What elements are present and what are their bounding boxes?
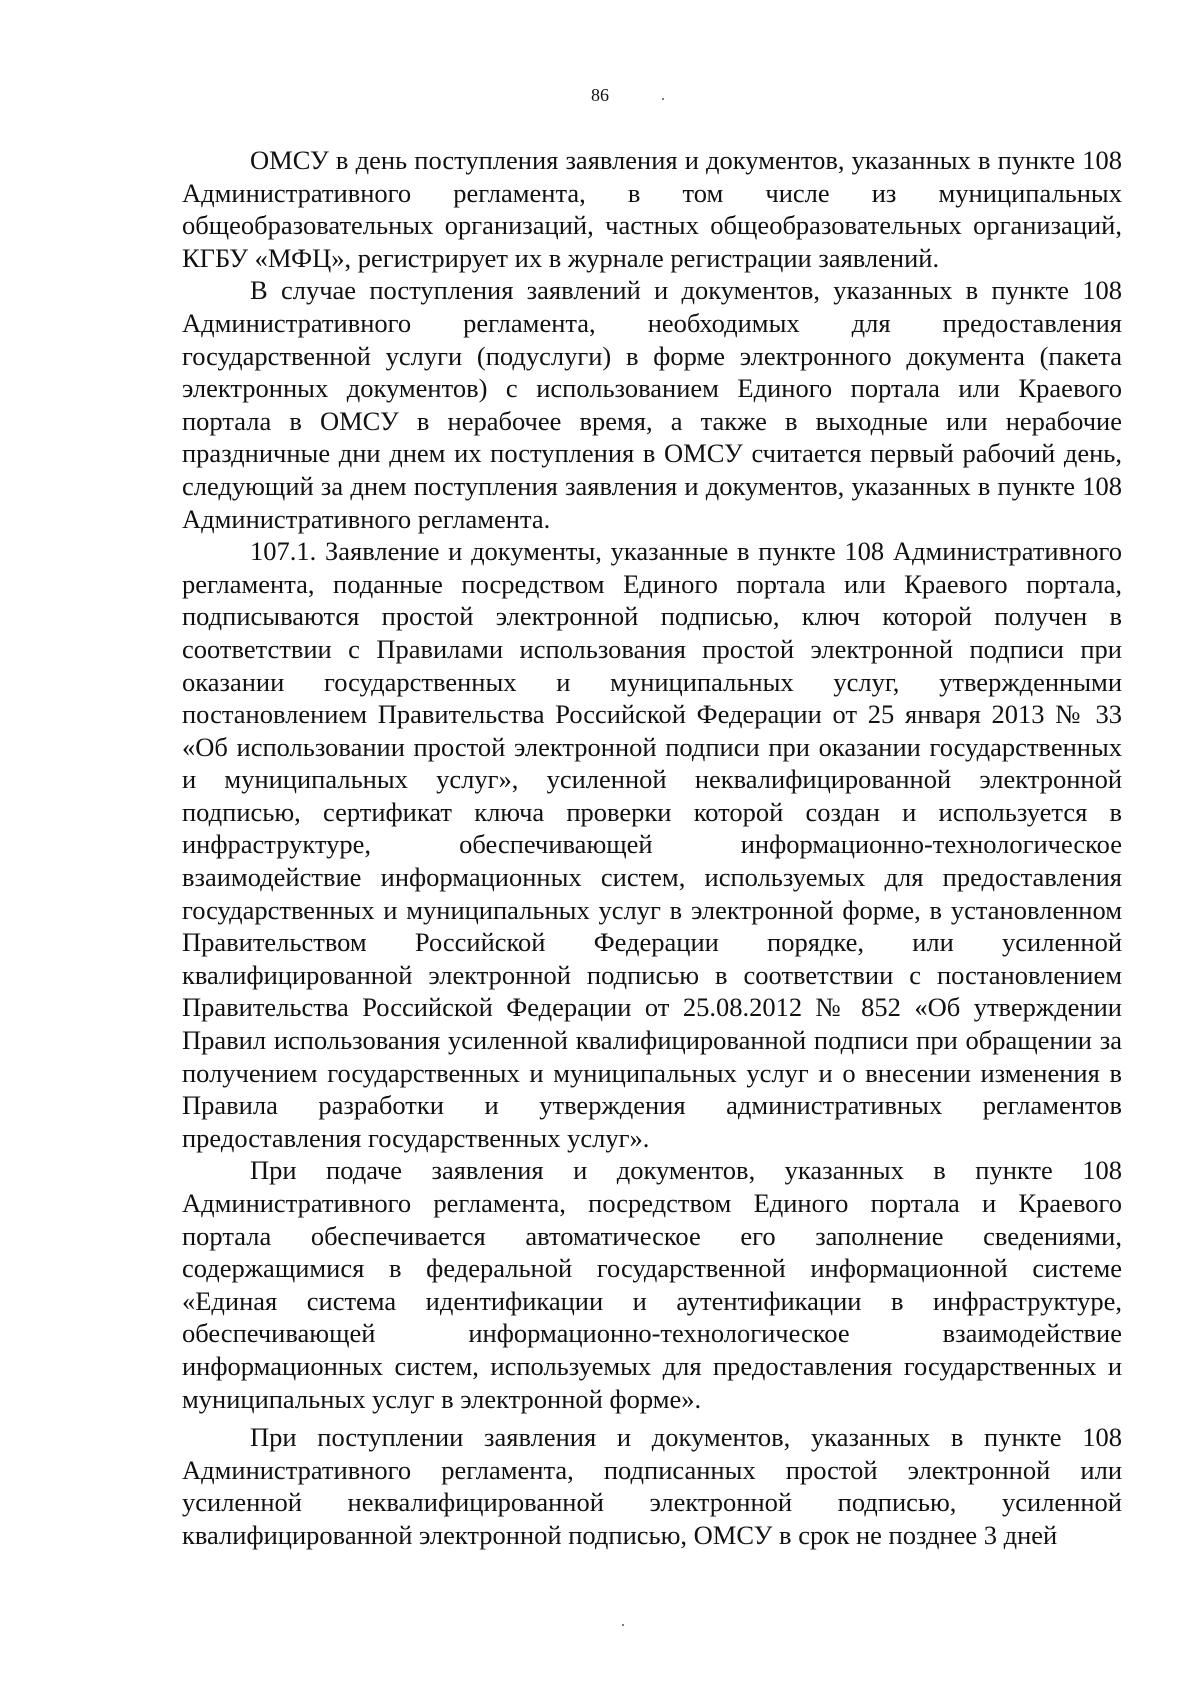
paragraph-5: При поступлении заявления и документов, указанных в пункте 108 Административного регламента, подписанных простой электронной или усиленной неквалифицированной электронной подписью, усиленной квалифицированной электронной подписью, ОМСУ в срок не позднее 3 дней bbox=[182, 1422, 1122, 1550]
paragraph-2: В случае поступления заявлений и документов, указанных в пункте 108 Административного регламента, необходимых для предоставления государственной услуги (подуслуги) в форме электронного документа (пакета электронных документов) с использованием Единого портала или Краевого портала в ОМСУ в нерабочее время, а также в выходные или нерабочие праздничные дни днем их поступления в ОМСУ считается первый рабочий день, следующий за днем поступления заявления и документов, указанных в пункте 108 Административного регламента. bbox=[182, 275, 1122, 534]
paragraph-3: 107.1. Заявление и документы, указанные в пункте 108 Административного регламента, поданные посредством Единого портала или Краевого портала, подписываются простой электронной подписью, ключ которой получен в соответствии с Правилами использования простой электронной подписи при оказании государственных и муниципальных услуг, утвержденными постановлением Правительства Российской Федерации от 25 января 2013 № 33 «Об использовании простой электронной подписи при оказании государственных и муниципальных услуг», усиленной неквалифицированной электронной подписью, сертификат ключа проверки которой создан и используется в инфраструктуре, обеспечивающей информационно-технологическое взаимодействие информационных систем, используемых для предоставления государственных и муниципальных услуг в электронной форме, в установленном Правительством Российской Федерации порядке, или усиленной квалифицированной электронной подписью в соответствии с постановлением Правительства Российской Федерации от 25.08.2012 № 852 «Об утверждении Правил использования усиленной квалифицированной подписи при обращении за получением государственных и муниципальных услуг и о внесении изменения в Правила разработки и утверждения административных регламентов предоставления государственных услуг». bbox=[182, 536, 1122, 1153]
scan-speck bbox=[662, 98, 664, 100]
document-body bbox=[182, 144, 1122, 1552]
scan-speck bbox=[622, 1624, 624, 1626]
page-number: 86 bbox=[591, 85, 609, 105]
paragraph-4: При подаче заявления и документов, указанных в пункте 108 Административного регламента, посредством Единого портала и Краевого портала обеспечивается автоматическое его заполнение сведениями, содержащимися в федеральной государственной информационной системе «Единая система идентификации и аутентификации в инфраструктуре, обеспечивающей информационно-технологическое взаимодействие информационных систем, используемых для предоставления государственных и муниципальных услуг в электронной форме». bbox=[182, 1155, 1122, 1414]
paragraph-1: ОМСУ в день поступления заявления и документов, указанных в пункте 108 Административного регламента, в том числе из муниципальных общеобразовательных организаций, частных общеобразовательных организаций, КГБУ «МФЦ», регистрирует их в журнале регистрации заявлений. bbox=[182, 145, 1122, 273]
